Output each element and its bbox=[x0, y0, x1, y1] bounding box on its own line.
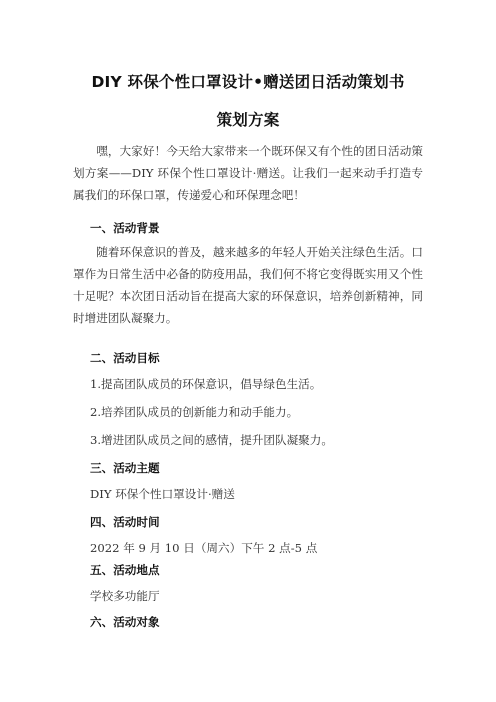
background-paragraph: 随着环保意识的普及，越来越多的年轻人开始关注绿色生活。口罩作为日常生活中必备的防疫用品，我们何不将它变得既实用又个性十足呢？本次团日活动旨在提高大家的环保意识，培养创新精神，同时增进团队凝聚力。 bbox=[73, 245, 423, 325]
document-subtitle: 策划方案 bbox=[216, 111, 280, 129]
goal-item-2: 2.培养团队成员的创新能力和动手能力。 bbox=[90, 405, 299, 419]
goal-item-3: 3.增进团队成员之间的感情，提升团队凝聚力。 bbox=[90, 433, 333, 447]
theme-text: DIY 环保个性口罩设计·赠送 bbox=[90, 487, 235, 501]
document-title: DIY 环保个性口罩设计•赠送团日活动策划书 bbox=[91, 73, 405, 91]
location-text: 学校多功能厅 bbox=[90, 589, 160, 603]
time-text: 2022 年 9 月 10 日（周六）下午 2 点-5 点 bbox=[90, 541, 318, 555]
section-heading-location: 五、活动地点 bbox=[90, 563, 160, 577]
section-heading-background: 一、活动背景 bbox=[90, 221, 160, 235]
section-heading-time: 四、活动时间 bbox=[90, 515, 160, 529]
goal-item-1: 1.提高团队成员的环保意识，倡导绿色生活。 bbox=[90, 377, 322, 391]
section-heading-theme: 三、活动主题 bbox=[90, 461, 160, 475]
section-heading-audience: 六、活动对象 bbox=[90, 615, 160, 629]
section-heading-goals: 二、活动目标 bbox=[90, 351, 160, 365]
intro-paragraph: 嘿，大家好！今天给大家带来一个既环保又有个性的团日活动策划方案——DIY 环保个性口罩设计·赠送。让我们一起来动手打造专属我们的环保口罩，传递爱心和环保理念吧！ bbox=[73, 144, 423, 202]
